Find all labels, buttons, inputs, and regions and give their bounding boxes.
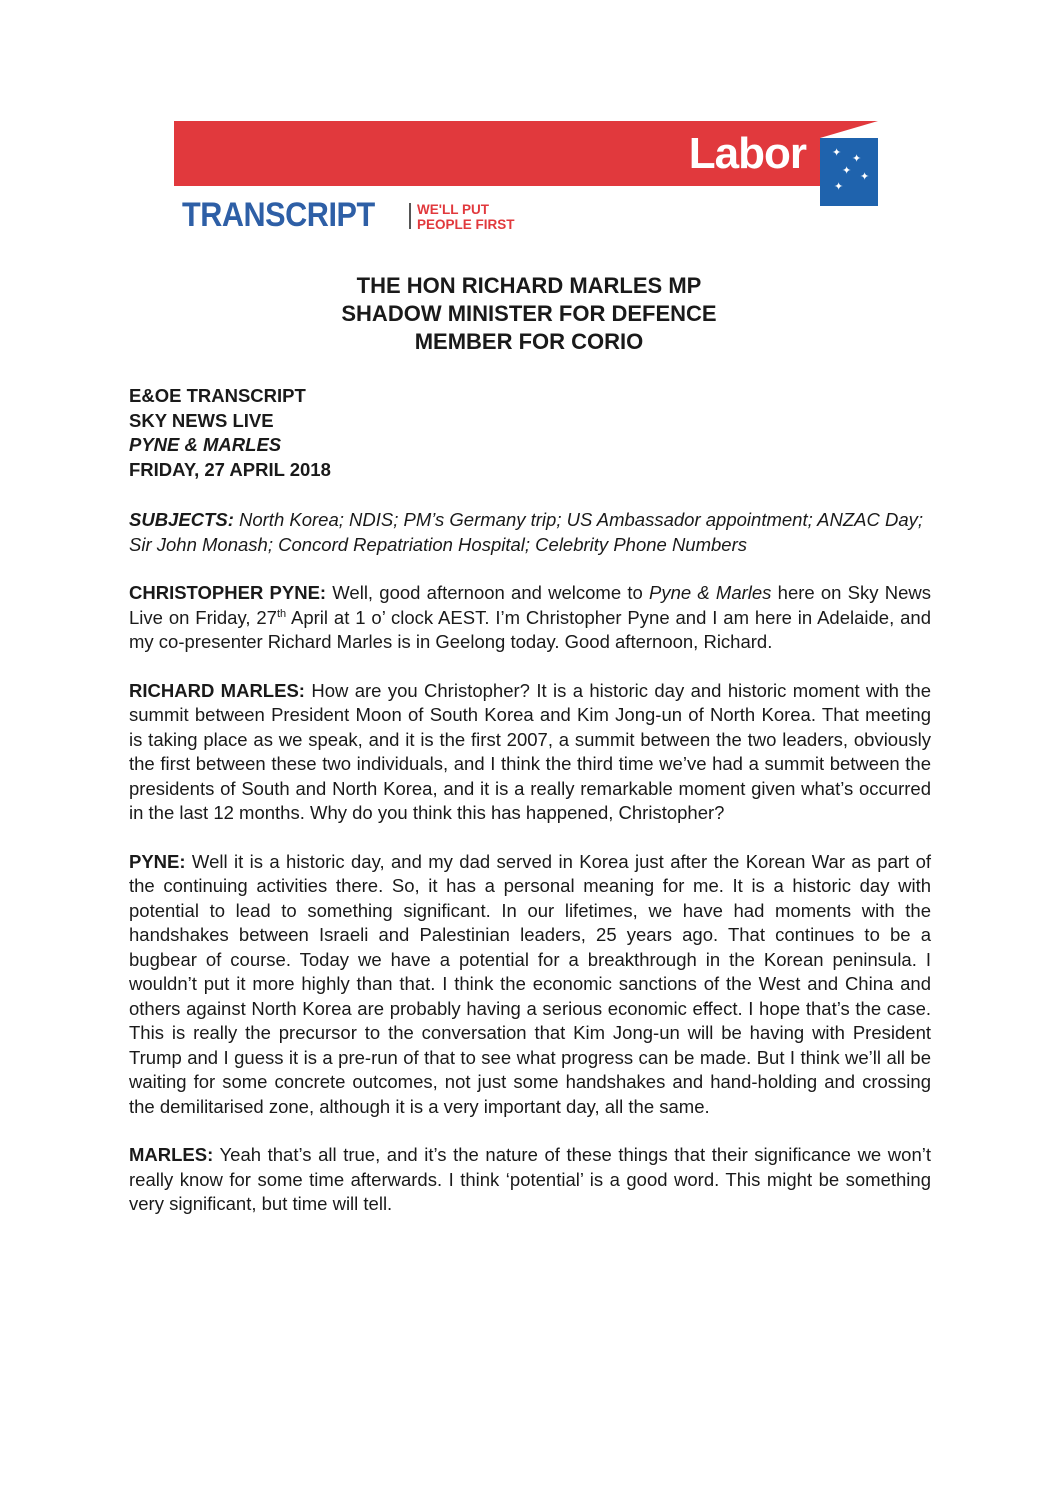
- transcript-content: [129, 384, 931, 1217]
- transcript-paragraph: [129, 581, 931, 655]
- star-icon: ✦: [860, 171, 870, 183]
- show-name: Pyne & Marles: [648, 582, 772, 603]
- paragraph-text: Well it is a historic day, and my dad served in Korea just after the Korean War as part of the continuing activities there. So, it has a personal meaning for me. It is a historic day with potential to lead to something significant. In our lifetimes, we have had moments with the handshakes between Israeli and Palestinian leaders, 25 years ago. That continues to be a bugbear of course. Today we have a potential for a breakthrough in the Korean peninsula. I wouldn’t put it more highly than that. I think the economic sanctions of the West and China and others against North Korea are probably having a serious economic effect. I hope that’s the case. This is really the precursor to the conversation that Kim Jong-un will be having with President Trump and I guess it is a pre-run of that to see what progress can be made. But I think we’ll all be waiting for some concrete outcomes, not just some handshakes and hand-holding and crossing the demilitarised zone, although it is a very important day, all the same.: [129, 850, 931, 1117]
- meta-type: E&OE TRANSCRIPT: [129, 385, 306, 406]
- star-icon: ✦: [832, 147, 842, 159]
- flag-notch: [820, 121, 878, 138]
- labor-logo-text: Labor: [688, 129, 806, 178]
- subjects-label: SUBJECTS:: [129, 509, 234, 530]
- title-block: [0, 272, 1058, 356]
- transcript-paragraph: [129, 1143, 931, 1217]
- transcript-label: TRANSCRIPT: [182, 196, 375, 234]
- paragraph-text: April at 1 o’ clock AEST. I’m Christopher Pyne and I am here in Adelaide, and my co-presenter Richard Marles is in Geelong today. Good afternoon, Richard.: [129, 606, 931, 652]
- tagline-divider: [409, 203, 411, 229]
- paragraph-text: Yeah that’s all true, and it’s the nature of these things that their significance we won’t really know for some time afterwards. I think ‘potential’ is a good word. This might be something very significant, but time will tell.: [129, 1144, 931, 1214]
- tagline-line-1: WE'LL PUT: [417, 202, 489, 217]
- title-portfolio: SHADOW MINISTER FOR DEFENCE: [341, 301, 717, 326]
- title-name: THE HON RICHARD MARLES MP: [356, 273, 702, 298]
- speaker-label: RICHARD MARLES:: [129, 679, 305, 701]
- star-icon: ✦: [834, 181, 844, 193]
- meta-date: FRIDAY, 27 APRIL 2018: [129, 458, 331, 480]
- meta-program: PYNE & MARLES: [129, 434, 282, 455]
- subjects-text: North Korea; NDIS; PM’s Germany trip; US Ambassador appointment; ANZAC Day; Sir John Monash; Concord Repatriation Hospital; Celebrity Phone Numbers: [129, 509, 924, 555]
- paragraph-text: Well, good afternoon and welcome to: [326, 582, 649, 603]
- title-electorate: MEMBER FOR CORIO: [414, 329, 644, 354]
- southern-cross-flag-icon: [820, 138, 878, 206]
- subjects: [129, 508, 931, 557]
- transcript-paragraph: [129, 850, 931, 1120]
- meta-outlet: SKY NEWS LIVE: [129, 409, 274, 431]
- star-icon: ✦: [852, 153, 862, 165]
- paragraph-text: How are you Christopher? It is a historic day and historic moment with the summit between President Moon of South Korea and Kim Jong-un of North Korea. That meeting is taking place as we speak, and it is the first 2007, a summit between the two leaders, obviously the first between these two individuals, and I think the third time we’ve had a summit between the presidents of South and North Korea, and it is a really remarkable moment given what’s occurred in the last 12 months. Why do you think this has happened, Christopher?: [129, 679, 931, 823]
- speaker-label: CHRISTOPHER PYNE:: [129, 582, 327, 603]
- labor-transcript-banner: [174, 121, 878, 236]
- tagline: [417, 202, 515, 232]
- ordinal-suffix: th: [276, 607, 287, 620]
- transcript-paragraph: [129, 679, 931, 826]
- transcript-meta: [129, 384, 931, 482]
- speaker-label: PYNE:: [129, 850, 186, 872]
- speaker-label: MARLES:: [129, 1144, 214, 1165]
- paragraph-text: here on Sky News Live on Friday, 27: [129, 582, 931, 628]
- star-icon: ✦: [842, 165, 852, 177]
- tagline-line-2: PEOPLE FIRST: [417, 217, 515, 232]
